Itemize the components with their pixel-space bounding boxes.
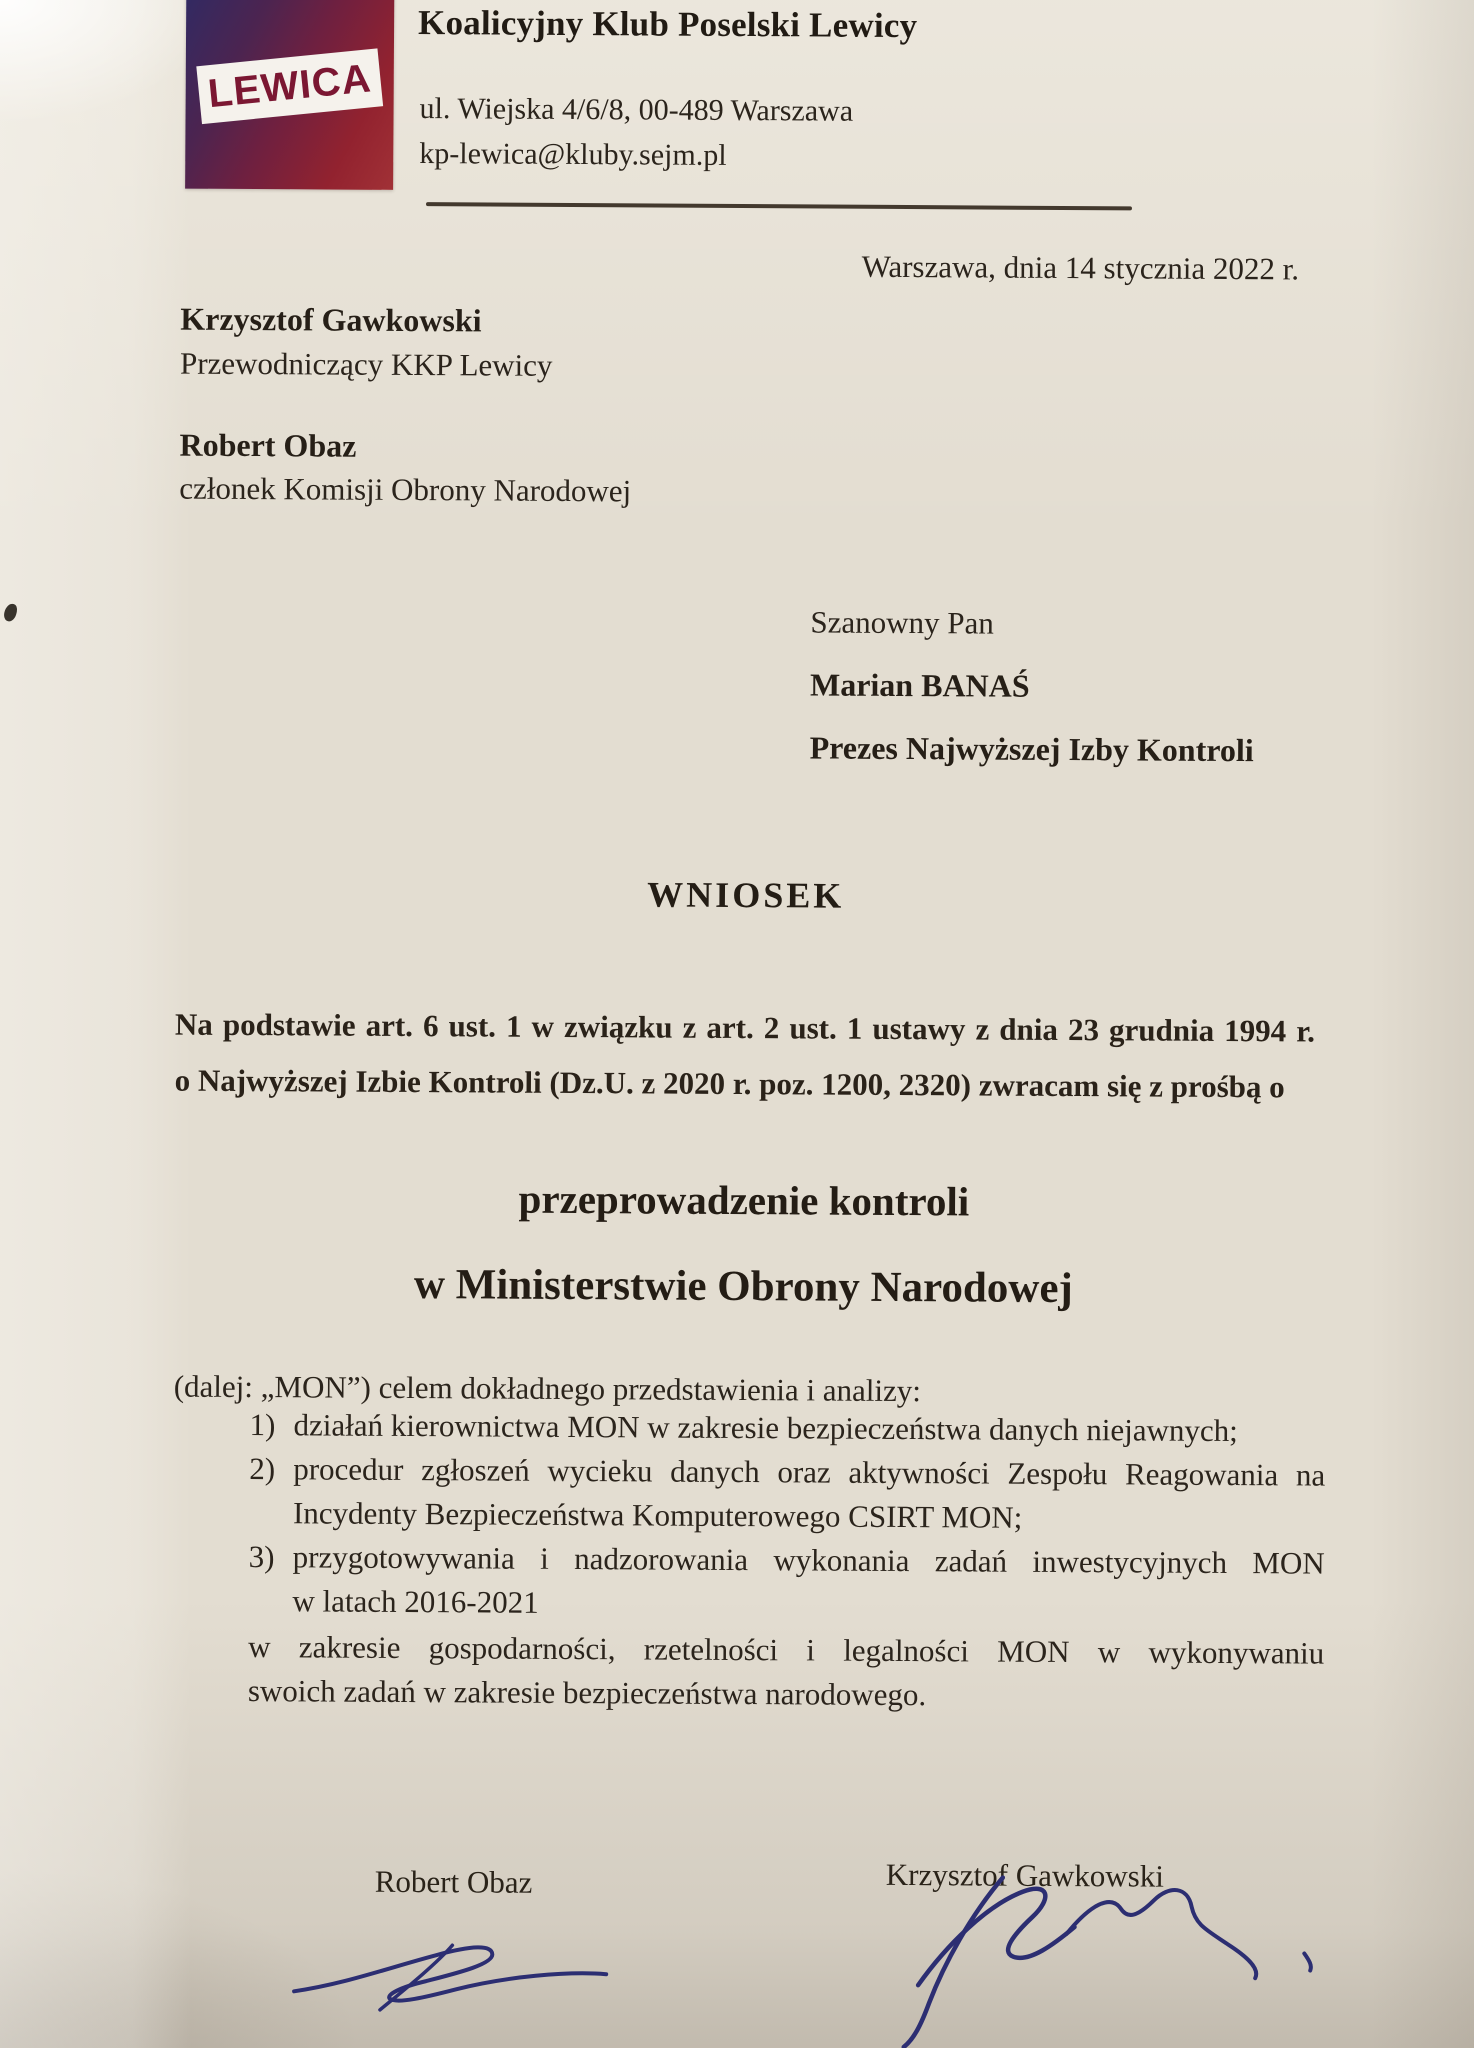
intro-line-1: Na podstawie art. 6 ust. 1 w związku z art. 2 ust. 1 ustawy z dnia 23 grudnia 1994 r. (174, 1006, 1316, 1049)
list-item-3-line-2: w latach 2016-2021 (292, 1583, 539, 1620)
sender-2-name: Robert Obaz (179, 426, 357, 464)
org-address: ul. Wiejska 4/6/8, 00-489 Warszawa (419, 92, 854, 128)
closing-line-1: w zakresie gospodarności, rzetelności i legalności MON w wykonywaniu (248, 1629, 1325, 1671)
recipient-block (809, 604, 1370, 795)
recipient-title: Prezes Najwyższej Izby Kontroli (809, 729, 1254, 769)
lewica-logo-text: LEWICA (206, 55, 374, 116)
sender-2-title: członek Komisji Obrony Narodowej (179, 470, 632, 509)
scope-intro: (dalej: „MON”) celem dokładnego przedstawienia i analizy: (173, 1368, 922, 1409)
list-item-1-number: 1) (249, 1407, 276, 1443)
request-heading-line-1: przeprowadzenie kontroli (518, 1175, 970, 1225)
date-line: Warszawa, dnia 14 stycznia 2022 r. (861, 248, 1300, 287)
closing-paragraph (248, 1625, 1325, 1720)
signature-name-krzysztof-gawkowski: Krzysztof Gawkowski (885, 1856, 1164, 1894)
intro-line-2: o Najwyższej Izbie Kontroli (Dz.U. z 2020 r. poz. 1200, 2320) zwracam się z prośbą o (174, 1062, 1285, 1105)
signature-name-robert-obaz: Robert Obaz (374, 1863, 533, 1900)
list-item-3 (248, 1535, 1329, 1630)
list-item-2-line-1: procedur zgłoszeń wycieku danych oraz aktywności Zespołu Reagowania na (293, 1451, 1326, 1493)
sender-1-name: Krzysztof Gawkowski (180, 300, 482, 339)
lewica-logo (185, 0, 394, 190)
list-item-2-number: 2) (249, 1451, 276, 1487)
closing-line-2: swoich zadań w zakresie bezpieczeństwa narodowego. (247, 1673, 927, 1713)
list-item-3-text (292, 1535, 1325, 1629)
intro-paragraph (174, 997, 1315, 1116)
list-item-1 (249, 1403, 1329, 1454)
recipient-salutation: Szanowny Pan (810, 604, 994, 641)
list-item-1-line-1: działań kierownictwa MON w zakresie bezpieczeństwa danych niejawnych; (293, 1407, 1238, 1449)
org-email: kp-lewica@kluby.sejm.pl (419, 137, 727, 172)
org-name: Koalicyjny Klub Poselski Lewicy (417, 3, 918, 46)
request-list (248, 1403, 1329, 1630)
lewica-logo-band (196, 48, 383, 124)
signature-handwriting-robert-obaz (284, 1927, 635, 2019)
header-rule (426, 202, 1132, 210)
list-item-2-line-2: Incydenty Bezpieczeństwa Komputerowego CSIRT MON; (292, 1495, 1023, 1535)
document-title: WNIOSEK (647, 874, 845, 916)
list-item-1-text (293, 1403, 1325, 1453)
request-heading-line-2: w Ministerstwie Obrony Narodowej (413, 1261, 1073, 1313)
list-item-2-text (293, 1447, 1326, 1541)
list-item-2 (249, 1447, 1330, 1542)
ink-speck (3, 602, 19, 622)
list-item-3-line-1: przygotowywania i nadzorowania wykonania zadań inwestycyjnych MON (292, 1539, 1325, 1581)
recipient-name: Marian BANAŚ (809, 666, 1030, 704)
sender-1-title: Przewodniczący KKP Lewicy (179, 345, 553, 383)
list-item-3-number: 3) (248, 1539, 275, 1575)
